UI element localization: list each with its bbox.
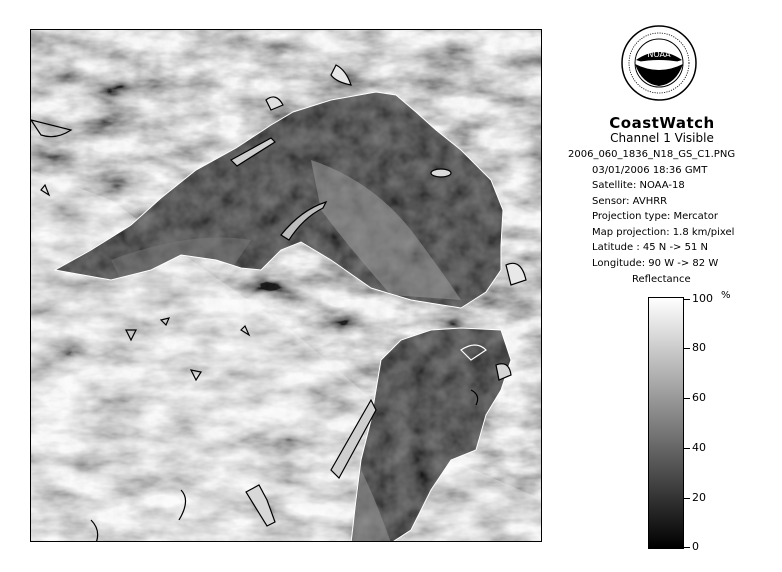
logo-text: NOAA — [647, 50, 671, 59]
sensor-text: Sensor: AVHRR — [592, 195, 668, 207]
colorbar-tick-label: 60 — [692, 391, 706, 404]
metadata-block — [568, 147, 768, 271]
colorbar-tick — [684, 348, 690, 349]
colorbar-tick-label: 40 — [692, 441, 706, 454]
datetime-text: 03/01/2006 18:36 GMT — [592, 164, 708, 176]
colorbar-unit: % — [721, 290, 731, 301]
colorbar-tick-label: 100 — [692, 292, 713, 305]
colorbar-tick — [684, 547, 690, 548]
colorbar-tick-label: 80 — [692, 341, 706, 354]
projection-type-text: Projection type: Mercator — [592, 211, 718, 222]
noaa-logo — [620, 24, 698, 102]
colorbar-tick — [684, 448, 690, 449]
colorbar-tick-label: 20 — [692, 491, 706, 504]
filename-text: 2006_060_1836_N18_GS_C1.PNG — [568, 149, 736, 160]
satellite-text: Satellite: NOAA-18 — [592, 180, 685, 191]
colorbar-label: Reflectance — [632, 274, 691, 285]
colorbar-tick — [684, 498, 690, 499]
colorbar-tick — [684, 299, 690, 300]
satellite-map — [30, 29, 542, 542]
colorbar-tick-label: 0 — [692, 540, 699, 553]
page-title: CoastWatch — [609, 114, 715, 132]
colorbar-tick — [684, 398, 690, 399]
latitude-text: Latitude : 45 N -> 51 N — [592, 242, 708, 253]
longitude-text: Longitude: 90 W -> 82 W — [592, 257, 719, 269]
noaa-seal-icon — [620, 24, 698, 102]
channel-subtitle: Channel 1 Visible — [610, 131, 714, 145]
satellite-image — [31, 30, 542, 542]
map-projection-text: Map projection: 1.8 km/pixel — [592, 226, 735, 238]
reflectance-colorbar — [648, 297, 684, 549]
